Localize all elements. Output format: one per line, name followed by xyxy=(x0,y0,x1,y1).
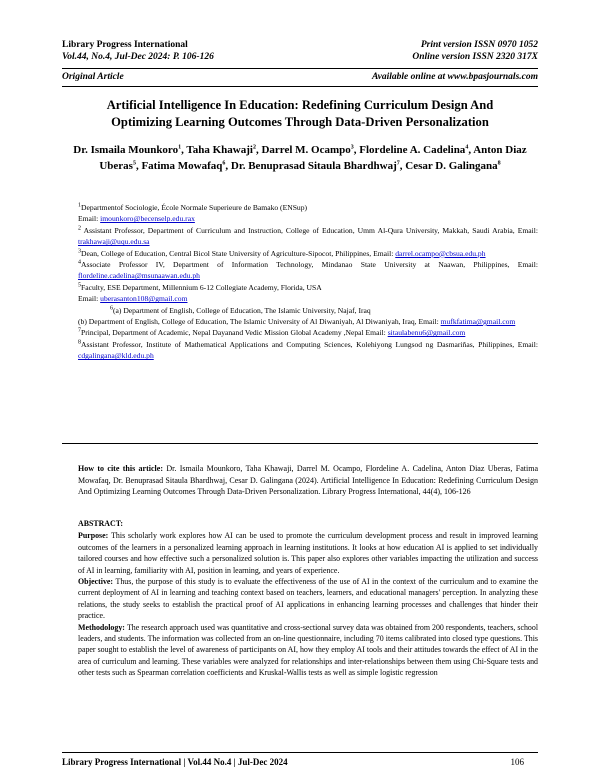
email-link-7[interactable]: sitaulabenu6@gmail.com xyxy=(387,328,466,338)
affiliation-6b: (b) Department of English, College of Education, The Islamic University of Al Diwaniyah, Al Diwaniyah, Iraq, Email: xyxy=(78,317,441,327)
aff-2-sup: 2 xyxy=(78,225,81,232)
author-7: , Dr. Benuprasad Sitaula Bhardhwaj xyxy=(225,160,397,172)
objective-text: Thus, the purpose of this study is to evaluate the effectiveness of the use of AI in the context of the curriculum and to examine the current deployment of AI in learning and teaching context based on teachers, learners, and educational managers' perception. In analyzing these relations, the study seeks to establish the practical proof of AI applications in enhancing learning processes and challenges that hinder their practice. xyxy=(78,577,538,621)
volume-info: Vol.44, No.4, Jul-Dec 2024: P. 106-126 xyxy=(62,52,214,62)
citation-text: Dr. Ismaila Mounkoro, Taha Khawaji, Darrel M. Ocampo, Flordeline A. Cadelina, Anton Diaz Uberas, Fatima Mowafaq, Dr. Benuprasad Sitaula Bhardhwaj, Cesar D. Galingana (2024). Artificial Intelligence In Education: Redefining Curriculum Design And Optimizing Learning Outcomes Through Data-Driven Personalization. Library Progress International, 44(4), 106-126 xyxy=(78,464,539,496)
purpose-label: Purpose: xyxy=(78,531,112,541)
author-3-sup: 3 xyxy=(350,144,354,151)
email-link-6[interactable]: mufkfatima@gmail.com xyxy=(440,317,516,327)
affiliation-5: Faculty, ESE Department, Millennium 6-12 Collegiate Academy, Florida, USA xyxy=(81,282,322,292)
affiliation-7: Principal, Department of Academic, Nepal Dayanand Vedic Mission Global Academy ,Nepal Email: xyxy=(81,328,388,338)
footer-journal: Library Progress International | Vol.44 No.4 | Jul-Dec 2024 xyxy=(62,757,288,767)
availability: Available online at www.bpasjournals.com xyxy=(371,72,538,82)
aff-5-sup: 5 xyxy=(78,282,81,289)
author-list xyxy=(62,142,538,174)
header-rule-2 xyxy=(62,86,538,87)
aff-6-sup: 6 xyxy=(110,305,113,312)
journal-name: Library Progress International xyxy=(62,40,188,50)
methodology-text: The research approach used was quantitative and cross-sectional survey data was obtained from 200 respondents, teachers, school leaders, and students. The information was collected from an on-line questionnaire, including 70 items calibrated into closed type questions. This paper sought to establish the level of awareness of participants on AI, how they employ AI tools and their attitudes towards the effect of AI in the area of curriculum and learning. These variables were analyzed for relationships and inter-relationships between them using Chi-Square tests and other tests such as Spearman correlation coefficients and Kruskal-Wallis tests as well as simple logistic regression xyxy=(78,622,539,678)
affiliations xyxy=(78,202,538,362)
affiliation-1: Departmentof Sociologie, École Normale Superieure de Bamako (ENSup) xyxy=(81,203,308,212)
author-1: Dr. Ismaila Mounkoro xyxy=(73,144,179,156)
author-3: , Darrel M. Ocampo xyxy=(255,144,351,156)
footer xyxy=(62,757,538,767)
footer-rule xyxy=(62,752,538,753)
abstract xyxy=(78,518,538,679)
methodology-label: Methodology: xyxy=(78,622,127,632)
aff-4-sup: 4 xyxy=(78,259,81,266)
page-number: 106 xyxy=(510,757,524,767)
aff-8-sup: 8 xyxy=(78,339,81,346)
author-6-sup: 6 xyxy=(222,160,226,167)
author-4-sup: 4 xyxy=(465,144,469,151)
email-link-5[interactable]: uberasanton108@gmail.com xyxy=(100,294,188,304)
author-5-sup: 5 xyxy=(132,160,136,167)
abstract-heading: ABSTRACT: xyxy=(78,519,124,528)
article-type: Original Article xyxy=(62,72,124,82)
email-link-2[interactable]: trakhawaji@uqu.edu.sa xyxy=(78,237,150,247)
citation-block xyxy=(78,463,538,498)
author-7-sup: 7 xyxy=(396,160,400,167)
affiliation-4: Associate Professor IV, Department of Information Technology, Mindanao State University at Naawan, Philippines, Email: xyxy=(81,260,538,270)
title-line-1: Artificial Intelligence In Education: Redefining Curriculum Design And xyxy=(106,98,494,112)
affiliation-8: Assistant Professor, Institute of Mathematical Applications and Computing Sciences, Kolehiyong Lungsod ng Dasmariñas, Philippines, Email: xyxy=(81,339,538,349)
author-8: , Cesar D. Galingana xyxy=(399,160,498,172)
author-8-sup: 8 xyxy=(497,160,501,167)
email-link-3[interactable]: darrel.ocampo@cbsua.edu.ph xyxy=(395,248,486,258)
purpose-text: This scholarly work explores how AI can be used to promote the curriculum development process and result in improved learning outcomes of the learners in a personalized learning approach in learning institutions. It looks at how education AI is applied to set individually tailored courses and how effective such a personalized solution is. This paper also explores other variables impacting the utilization and success of AI in learning, familiarity with AI, position in learning, and years of experience. xyxy=(78,531,538,575)
author-4: , Flordeline A. Cadelina xyxy=(353,144,466,156)
author-2-sup: 2 xyxy=(252,144,256,151)
affiliation-2: Assistant Professor, Department of Curriculum and Instruction, College of Education, Umm Al-Qura University, Makkah, Saudi Arabia, Email: xyxy=(81,225,538,235)
title-line-2: Optimizing Learning Outcomes Through Data-Driven Personalization xyxy=(111,115,489,129)
email-link-1[interactable]: imounkoro@becenselp.edu.rax xyxy=(100,214,195,224)
author-6: , Fatima Mowafaq xyxy=(135,160,223,172)
objective-label: Objective: xyxy=(78,577,116,587)
aff-1-email-label: Email: xyxy=(78,214,101,224)
author-1-sup: 1 xyxy=(178,144,182,151)
author-5: , Anton Diaz Uberas xyxy=(99,144,527,172)
aff-1-sup: 1 xyxy=(78,202,81,209)
email-link-8[interactable]: cdgalingana@kld.edu.ph xyxy=(78,351,154,361)
header-rule xyxy=(62,68,538,69)
affiliation-3: Dean, College of Education, Central Bicol State University of Agriculture-Sipocot, Philippines, Email: xyxy=(81,248,396,258)
affiliation-6a: (a) Department of English, College of Education, The Islamic University, Najaf, Iraq xyxy=(113,305,371,315)
aff-7-sup: 7 xyxy=(78,327,81,334)
print-issn: Print version ISSN 0970 1052 xyxy=(420,40,538,50)
paper-title xyxy=(62,97,538,131)
author-2: , Taha Khawaji xyxy=(181,144,253,156)
aff-3-sup: 3 xyxy=(78,248,81,255)
section-rule xyxy=(62,443,538,444)
aff-5-email-label: Email: xyxy=(78,294,101,304)
email-link-4[interactable]: flordeline.cadelina@msunaawan.edu.ph xyxy=(78,271,200,281)
citation-label: How to cite this article: xyxy=(78,464,167,473)
online-issn: Online version ISSN 2320 317X xyxy=(412,52,538,62)
